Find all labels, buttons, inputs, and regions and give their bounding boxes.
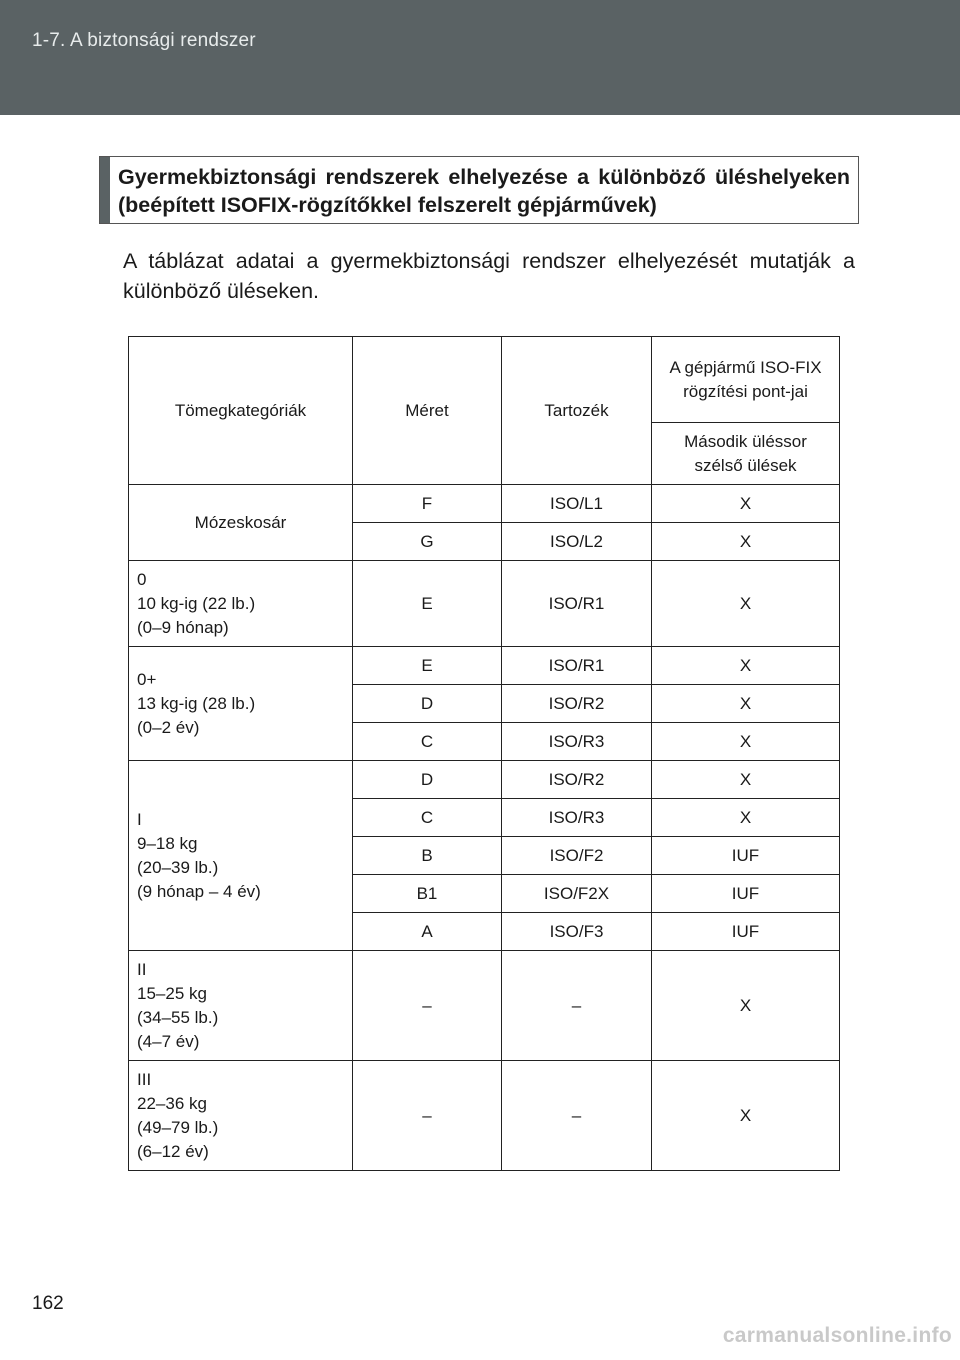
- size-cell: G: [353, 523, 502, 561]
- fixture-cell: ISO/R1: [502, 647, 652, 685]
- fixture-cell: ISO/F3: [502, 913, 652, 951]
- header-bar: [0, 0, 960, 115]
- value-cell: X: [652, 723, 840, 761]
- header-isofix: A gépjármű ISO-FIX rögzítési pont-jai: [652, 337, 840, 423]
- table-row: [129, 1061, 840, 1171]
- table-row: [129, 485, 840, 523]
- size-cell: E: [353, 561, 502, 647]
- size-cell: C: [353, 723, 502, 761]
- section-heading-box: [99, 156, 859, 224]
- fixture-cell: –: [502, 951, 652, 1061]
- header-size: Méret: [353, 337, 502, 485]
- intro-paragraph: A táblázat adatai a gyermekbiztonsági rendszer elhelyezését mutatják a különböző üléseken.: [123, 249, 855, 303]
- fixture-cell: ISO/R2: [502, 685, 652, 723]
- category-cell: Mózeskosár: [129, 485, 353, 561]
- child-seat-table: [128, 336, 840, 1171]
- value-cell: X: [652, 523, 840, 561]
- size-cell: C: [353, 799, 502, 837]
- category-cell: III 22–36 kg (49–79 lb.) (6–12 év): [129, 1061, 353, 1171]
- size-cell: B: [353, 837, 502, 875]
- section-title: 1-7. A biztonsági rendszer: [32, 30, 256, 51]
- watermark: carmanualsonline.info: [722, 1324, 952, 1347]
- size-cell: D: [353, 685, 502, 723]
- fixture-cell: ISO/F2: [502, 837, 652, 875]
- value-cell: IUF: [652, 837, 840, 875]
- value-cell: X: [652, 761, 840, 799]
- fixture-cell: ISO/R2: [502, 761, 652, 799]
- size-cell: A: [353, 913, 502, 951]
- category-cell: 0+ 13 kg-ig (28 lb.) (0–2 év): [129, 647, 353, 761]
- value-cell: X: [652, 685, 840, 723]
- category-cell: 0 10 kg-ig (22 lb.) (0–9 hónap): [129, 561, 353, 647]
- value-cell: X: [652, 485, 840, 523]
- value-cell: X: [652, 799, 840, 837]
- header-fixture: Tartozék: [502, 337, 652, 485]
- fixture-cell: ISO/R1: [502, 561, 652, 647]
- category-cell: II 15–25 kg (34–55 lb.) (4–7 év): [129, 951, 353, 1061]
- fixture-cell: ISO/R3: [502, 723, 652, 761]
- section-heading: Gyermekbiztonsági rendszerek elhelyezése a különböző üléshelyeken (beépített ISOFIX-rögzítőkkel felszerelt gépjárművek): [118, 165, 850, 217]
- value-cell: X: [652, 647, 840, 685]
- header-weight: Tömegkategóriák: [129, 337, 353, 485]
- size-cell: B1: [353, 875, 502, 913]
- fixture-cell: ISO/F2X: [502, 875, 652, 913]
- value-cell: X: [652, 951, 840, 1061]
- table-row: [129, 647, 840, 685]
- table-row: [129, 561, 840, 647]
- fixture-cell: ISO/L1: [502, 485, 652, 523]
- fixture-cell: ISO/R3: [502, 799, 652, 837]
- size-cell: D: [353, 761, 502, 799]
- heading-accent-bar: [100, 157, 110, 223]
- value-cell: IUF: [652, 875, 840, 913]
- size-cell: E: [353, 647, 502, 685]
- value-cell: IUF: [652, 913, 840, 951]
- value-cell: X: [652, 1061, 840, 1171]
- size-cell: F: [353, 485, 502, 523]
- value-cell: X: [652, 561, 840, 647]
- size-cell: –: [353, 1061, 502, 1171]
- size-cell: –: [353, 951, 502, 1061]
- table-row: [129, 761, 840, 799]
- category-cell: I 9–18 kg (20–39 lb.) (9 hónap – 4 év): [129, 761, 353, 951]
- fixture-cell: ISO/L2: [502, 523, 652, 561]
- fixture-cell: –: [502, 1061, 652, 1171]
- header-seat: Második üléssor szélső ülések: [652, 423, 840, 485]
- page-number: 162: [32, 1293, 64, 1314]
- table-row: [129, 951, 840, 1061]
